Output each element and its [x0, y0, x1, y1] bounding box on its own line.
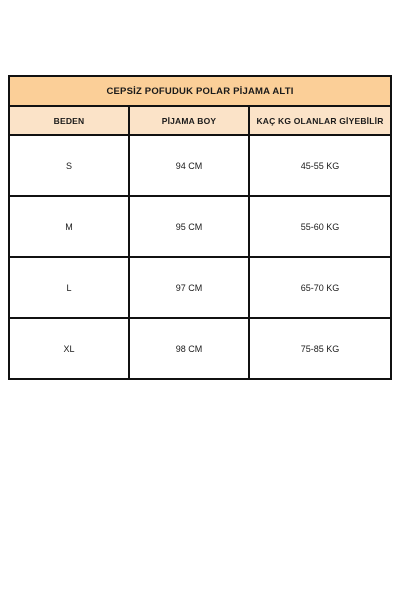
- weight-range-cell: 45-55 KG: [249, 135, 391, 196]
- size-chart-table: [8, 75, 392, 380]
- size-cell: M: [9, 196, 129, 257]
- weight-range-cell: 75-85 KG: [249, 318, 391, 379]
- length-cell: 97 CM: [129, 257, 249, 318]
- length-cell: 98 CM: [129, 318, 249, 379]
- column-header-pijama-boy: PİJAMA BOY: [129, 106, 249, 135]
- size-cell: XL: [9, 318, 129, 379]
- weight-range-cell: 55-60 KG: [249, 196, 391, 257]
- header-row: [9, 106, 391, 135]
- column-header-kg-range: KAÇ KG OLANLAR GİYEBİLİR: [249, 106, 391, 135]
- table-row: [9, 135, 391, 196]
- table-row: [9, 318, 391, 379]
- table-title: CEPSİZ POFUDUK POLAR PİJAMA ALTI: [9, 76, 391, 106]
- size-cell: S: [9, 135, 129, 196]
- column-header-beden: BEDEN: [9, 106, 129, 135]
- size-cell: L: [9, 257, 129, 318]
- length-cell: 94 CM: [129, 135, 249, 196]
- weight-range-cell: 65-70 KG: [249, 257, 391, 318]
- length-cell: 95 CM: [129, 196, 249, 257]
- table-row: [9, 196, 391, 257]
- table-row: [9, 257, 391, 318]
- title-row: [9, 76, 391, 106]
